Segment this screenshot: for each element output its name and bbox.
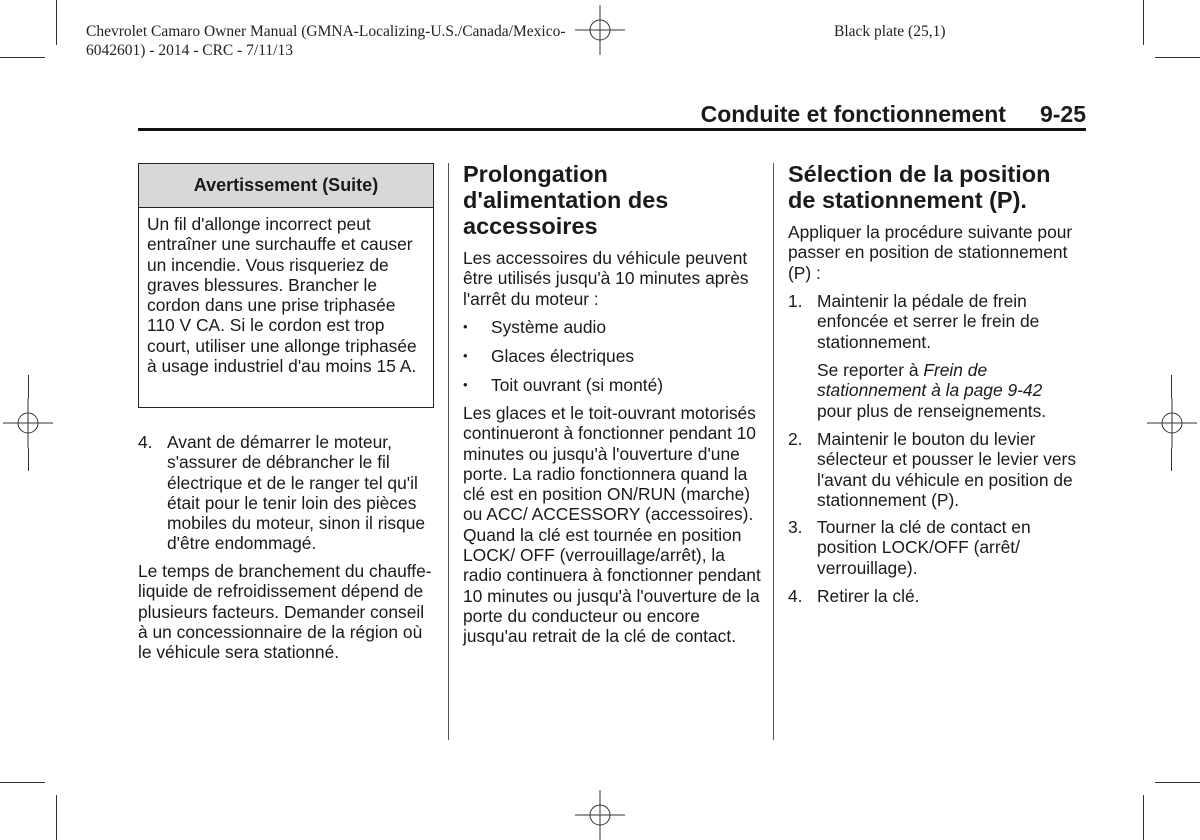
ref-link[interactable]: Frein de stationnement à la page 9-42 [817, 360, 1043, 401]
step-number: 4. [788, 586, 803, 606]
crop-mark [0, 57, 45, 58]
crop-mark [56, 0, 57, 45]
page-number: 9-25 [1039, 101, 1086, 127]
plate-label: Black plate (25,1) [834, 23, 946, 40]
list-item [463, 317, 761, 337]
bullet-text: Glaces électriques [491, 346, 635, 366]
paragraph: Le temps de branchement du chauffe-liquide de refroidissement dépend de plusieurs facteurs. Demander conseil à un concessionnaire de la région où le véhicule sera stationné. [138, 561, 432, 663]
running-head [138, 100, 1086, 128]
crop-mark [28, 375, 29, 398]
ref-suffix: pour plus de renseignements. [817, 400, 1047, 421]
crop-mark [1143, 0, 1144, 45]
step-number: 4. [138, 432, 153, 452]
cross-reference [817, 360, 1080, 421]
registration-mark-icon [3, 398, 53, 448]
bullet-text: Système audio [491, 317, 607, 337]
registration-mark-icon [1147, 398, 1197, 448]
warning-box [138, 163, 434, 408]
crop-mark [0, 782, 45, 783]
ref-prefix: Se reporter à [817, 360, 924, 380]
registration-mark-icon [575, 5, 625, 55]
print-header-line2: 6042601) - 2014 - CRC - 7/11/13 [86, 42, 293, 59]
column-divider [773, 163, 774, 740]
step-text: Avant de démarrer le moteur, s'assurer de débrancher le fil électrique et de le ranger tel qu'il était pour le tenir loin des pièces mobiles du moteur, sinon il risque d'être endommagé. [167, 432, 426, 554]
crop-mark [1143, 795, 1144, 840]
column-divider [448, 163, 449, 740]
bullet-icon: • [463, 319, 468, 334]
bullet-text: Toit ouvrant (si monté) [491, 375, 664, 395]
crop-mark [1171, 375, 1172, 398]
step-text: Tourner la clé de contact en position LOCK/OFF (arrêt/ verrouillage). [817, 517, 1031, 578]
bullet-icon: • [463, 377, 468, 392]
print-header-line1: Chevrolet Camaro Owner Manual (GMNA-Localizing-U.S./Canada/Mexico- [86, 23, 566, 40]
crop-mark [1155, 782, 1200, 783]
step-text: Maintenir le bouton du levier sélecteur et pousser le levier vers l'avant du véhicule en position de stationnement (P). [817, 429, 1077, 510]
crop-mark [1155, 57, 1200, 58]
crop-mark [1171, 448, 1172, 471]
paragraph: Les accessoires du véhicule peuvent être utilisés jusqu'à 10 minutes après l'arrêt du moteur : [463, 248, 749, 309]
list-item [138, 432, 434, 554]
section-title: Conduite et fonctionnement [700, 101, 1006, 127]
paragraph: Les glaces et le toit-ouvrant motorisés continueront à fonctionner pendant 10 minutes ou jusqu'à l'ouverture d'une porte. La radio fonctionnera quand la clé est en position ON/RUN (marche) ou ACC/ ACCESSORY (accessoires). Quand la clé est tournée en position LOCK/ OFF (verrouillage/arrêt), la radio continuera à fonctionner pendant 10 minutes ou jusqu'à l'ouverture de la porte du conducteur ou encore jusqu'au retrait de la clé de contact. [463, 403, 761, 647]
bullet-icon: • [463, 348, 468, 363]
step-text: Retirer la clé. [817, 586, 920, 606]
section-heading: Sélection de la position de stationnement (P). [788, 161, 1051, 213]
list-item [788, 517, 1080, 578]
list-item [788, 291, 1080, 352]
step-number: 3. [788, 517, 803, 537]
step-number: 1. [788, 291, 803, 311]
list-item [788, 586, 1080, 606]
list-item [463, 346, 761, 366]
header-rule [138, 128, 1086, 131]
crop-mark [28, 448, 29, 471]
print-header [86, 22, 606, 60]
step-text: Maintenir la pédale de frein enfoncée et serrer le frein de stationnement. [817, 291, 1040, 352]
warning-title: Avertissement (Suite) [139, 164, 433, 208]
paragraph: Appliquer la procédure suivante pour passer en position de stationnement (P) : [788, 222, 1073, 283]
crop-mark [56, 795, 57, 840]
list-item [788, 429, 1080, 510]
warning-body: Un fil d'allonge incorrect peut entraîner une surchauffe et causer un incendie. Vous risqueriez de graves blessures. Brancher le cordon dans une prise triphasée 110 V CA. Si le cordon est trop court, utiliser une allonge triphasée à usage industriel d'au moins 15 A. [147, 214, 417, 377]
registration-mark-icon [575, 790, 625, 840]
step-number: 2. [788, 429, 803, 449]
list-item [463, 375, 761, 395]
section-heading: Prolongation d'alimentation des accessoires [463, 161, 669, 239]
